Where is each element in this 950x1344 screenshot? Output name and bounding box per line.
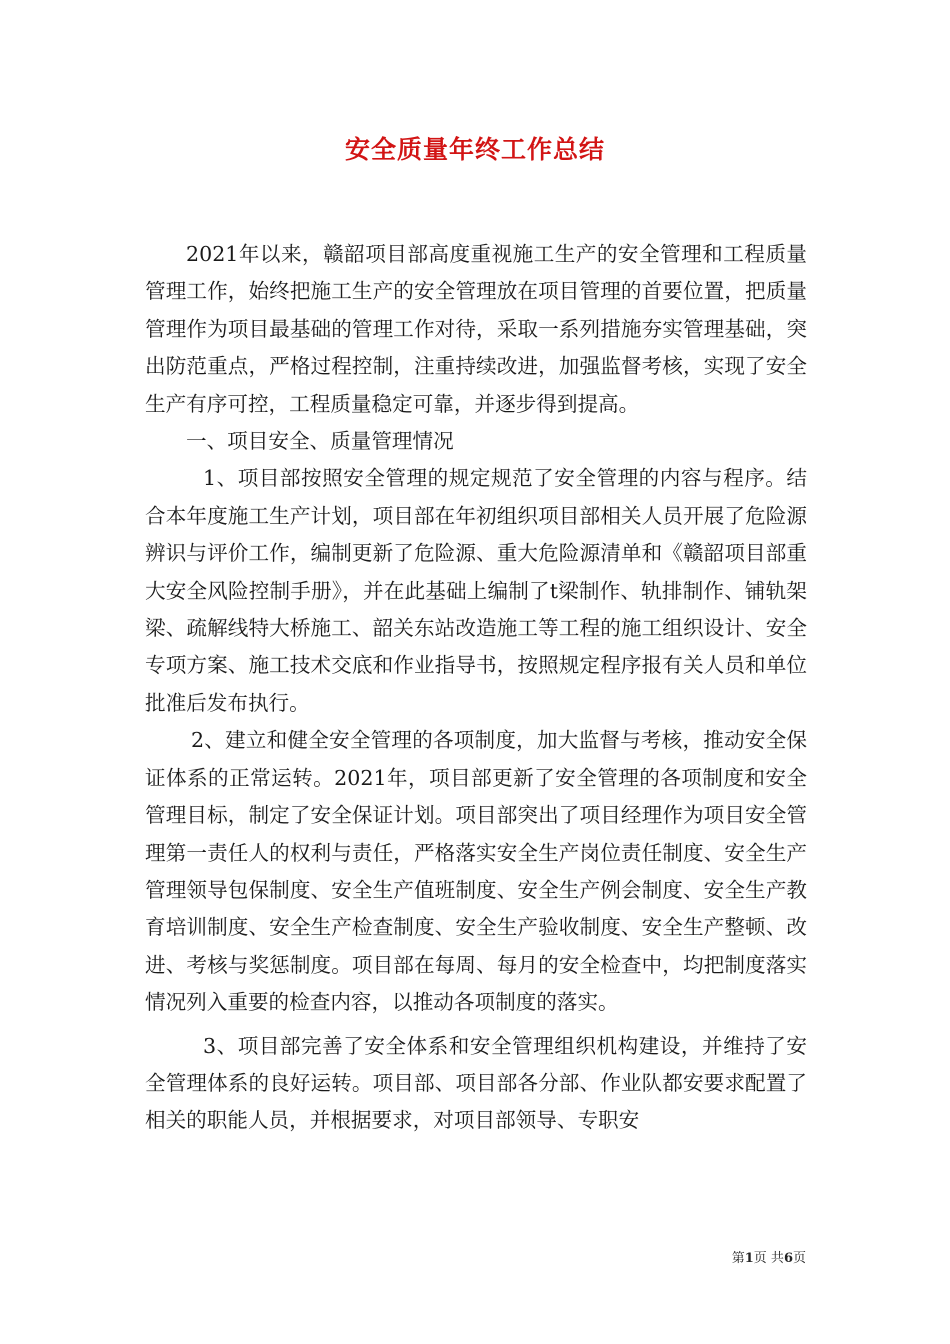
paragraph-item-3: 3、项目部完善了安全体系和安全管理组织机构建设，并维持了安全管理体系的良好运转。项目部、项目部各分部、作业队都安要求配置了相关的职能人员，并根据要求，对项目部领导、专职安 <box>145 1033 807 1133</box>
footer-total-pages: 6 <box>783 1251 793 1266</box>
section-heading: 一、项目安全、质量管理情况 <box>186 429 454 454</box>
page-footer <box>732 1247 806 1266</box>
footer-suffix: 页 <box>792 1251 806 1266</box>
footer-prefix: 第 <box>731 1251 745 1266</box>
footer-middle: 页 共 <box>753 1251 784 1266</box>
paragraph-intro: 2021年以来，赣韶项目部高度重视施工生产的安全管理和工程质量管理工作，始终把施工生产的安全管理放在项目管理的首要位置，把质量管理作为项目最基础的管理工作对待，采取一系列措施夯实管理基础，突出防范重点，严格过程控制，注重持续改进，加强监督考核，实现了安全生产有序可控，工程质量稳定可靠，并逐步得到提高。 <box>145 242 807 416</box>
paragraph-item-1: 1、项目部按照安全管理的规定规范了安全管理的内容与程序。结合本年度施工生产计划，项目部在年初组织项目部相关人员开展了危险源辨识与评价工作，编制更新了危险源、重大危险源清单和《赣韶项目部重大安全风险控制手册》，并在此基础上编制了t梁制作、轨排制作、铺轨架梁、疏解线特大桥施工、韶关东站改造施工等工程的施工组织设计、安全专项方案、施工技术交底和作业指导书，按照规定程序报有关人员和单位批准后发布执行。 <box>145 466 807 715</box>
document-body <box>145 236 807 1140</box>
footer-page-number: 1 <box>744 1251 754 1266</box>
document-title: 安全质量年终工作总结 <box>344 135 605 164</box>
paragraph-item-2: 2、建立和健全安全管理的各项制度，加大监督与考核，推动安全保证体系的正常运转。2021年，项目部更新了安全管理的各项制度和安全管理目标，制定了安全保证计划。项目部突出了项目经理作为项目安全管理第一责任人的权利与责任，严格落实安全生产岗位责任制度、安全生产管理领导包保制度、安全生产值班制度、安全生产例会制度、安全生产教育培训制度、安全生产检查制度、安全生产验收制度、安全生产整顿、改进、考核与奖惩制度。项目部在每周、每月的安全检查中，均把制度落实情况列入重要的检查内容，以推动各项制度的落实。 <box>145 728 807 1015</box>
